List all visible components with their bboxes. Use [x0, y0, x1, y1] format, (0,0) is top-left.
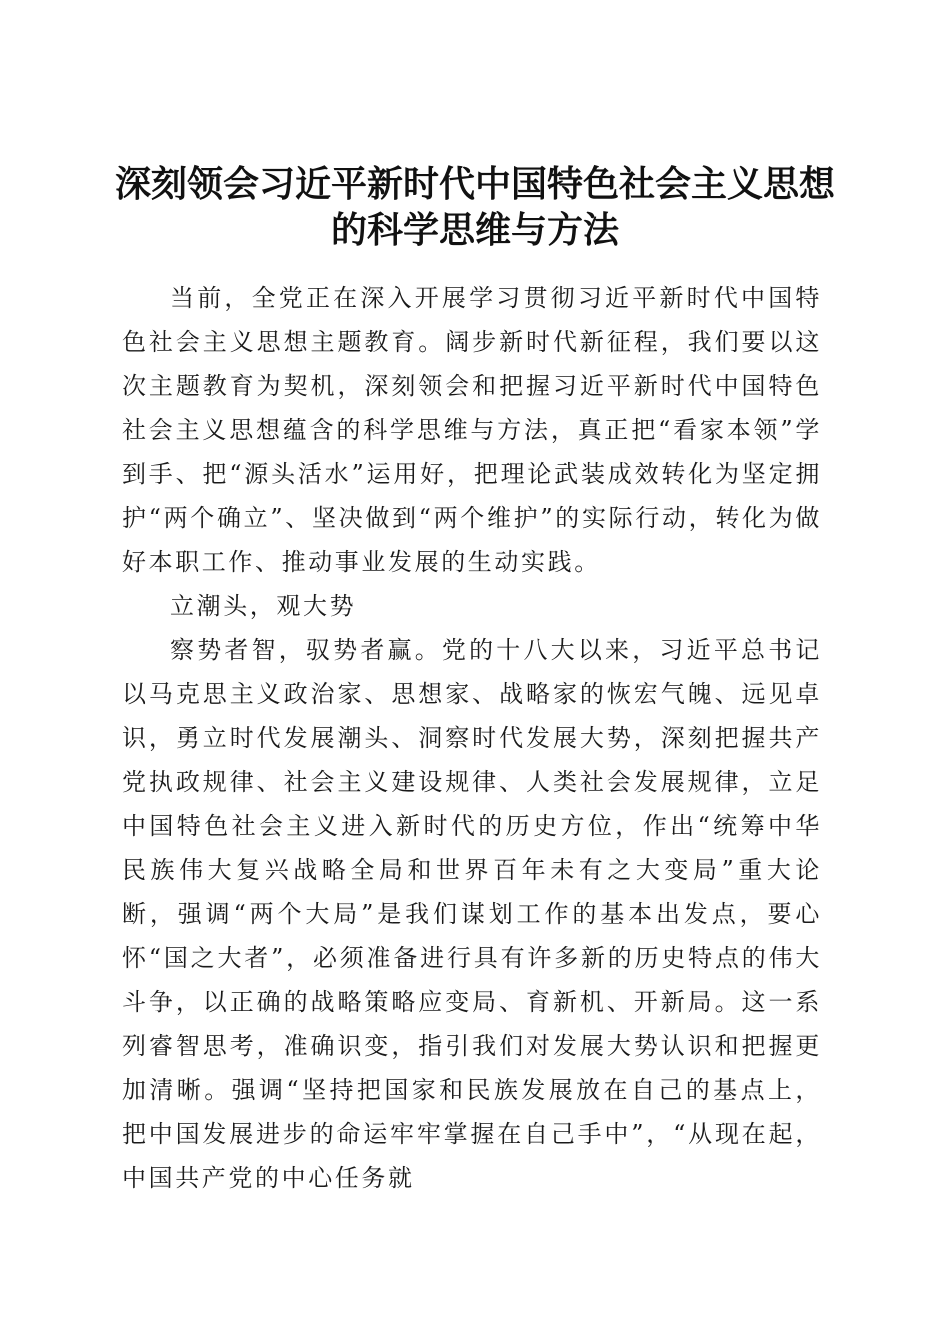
section-heading: 立潮头，观大势: [170, 592, 357, 620]
document-title: [100, 162, 850, 254]
intro-paragraph: 当前，全党正在深入开展学习贯彻习近平新时代中国特色社会主义思想主题教育。阔步新时代新征程，我们要以这次主题教育为契机，深刻领会和把握习近平新时代中国特色社会主义思想蕴含的科学思维与方法，真正把“看家本领”学到手、把“源头活水”运用好，把理论武装成效转化为坚定拥护“两个确立”、坚决做到“两个维护”的实际行动，转化为做好本职工作、推动事业发展的生动实践。: [122, 284, 822, 576]
title-line-2: 的科学思维与方法: [330, 210, 619, 252]
document-body: [122, 276, 822, 1200]
section-paragraph: 察势者智，驭势者赢。党的十八大以来，习近平总书记以马克思主义政治家、思想家、战略家的恢宏气魄、远见卓识，勇立时代发展潮头、洞察时代发展大势，深刻把握共产党执政规律、社会主义建设规律、人类社会发展规律，立足中国特色社会主义进入新时代的历史方位，作出“统筹中华民族伟大复兴战略全局和世界百年未有之大变局”重大论断，强调“两个大局”是我们谋划工作的基本出发点，要心怀“国之大者”，必须准备进行具有许多新的历史特点的伟大斗争，以正确的战略策略应变局、育新机、开新局。这一系列睿智思考，准确识变，指引我们对发展大势认识和把握更加清晰。强调“坚持把国家和民族发展放在自己的基点上，把中国发展进步的命运牢牢掌握在自己手中”，“从现在起，中国共产党的中心任务就: [122, 636, 822, 1192]
title-line-1: 深刻领会习近平新时代中国特色社会主义思想: [114, 164, 835, 206]
